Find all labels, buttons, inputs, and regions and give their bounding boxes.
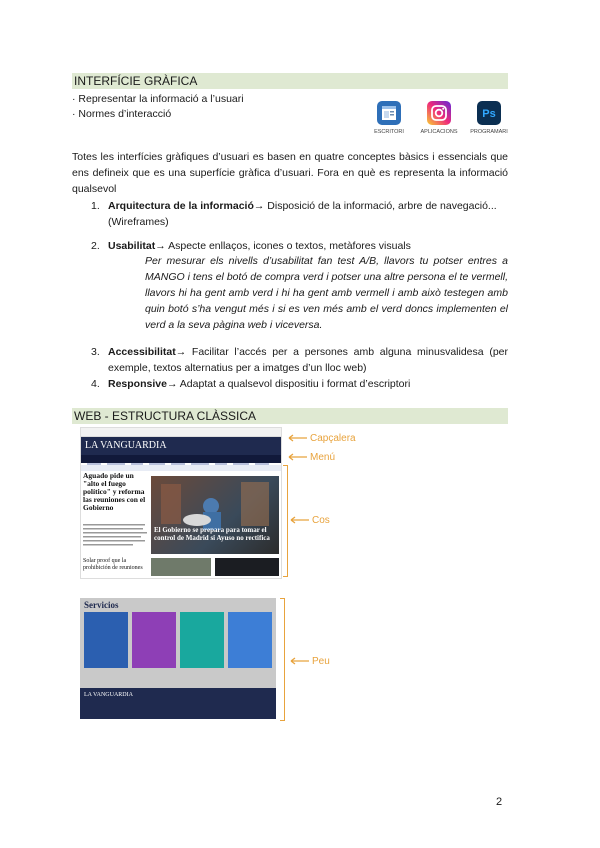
arrow-left-icon: [290, 516, 310, 524]
arrow-left-icon: [288, 453, 308, 461]
usability-quote: Per mesurar els nivells d’usabilitat fan test A/B, llavors tu potser entres a MANGO i tens el botó de compra verd i potser una altre persona el te vermell, llavors hi ha gent amb verd i hi ha gent amb vermell i amb això testegen amb quin botó s’ha vengut més i si es ven més amb el verd doncs implementen el verd a la seva pàgina web i viceversa.: [145, 255, 508, 331]
services-block-4: [228, 612, 272, 668]
instagram-icon: [427, 101, 451, 125]
list-item-responsive: [108, 376, 508, 392]
services-block-2: [132, 612, 176, 668]
services-block-3: [180, 612, 224, 668]
section-title-interface: INTERFÍCIE GRÀFICA: [72, 73, 508, 89]
list-term: Usabilitat: [108, 240, 156, 252]
arrow-left-icon: [290, 657, 310, 665]
app-label-software: PROGRAMARI: [470, 129, 508, 135]
photoshop-icon: [477, 101, 501, 125]
app-label-desktop: ESCRITORI: [374, 129, 404, 135]
list-text: → Facilitar l’accés per a persones amb alguna minusvalidesa (per exemple, textos alternatius per a imatges d’un lloc web): [108, 346, 508, 374]
teaser-photo-2: [215, 558, 279, 576]
list-item-architecture: [108, 198, 508, 230]
footer-bracket: [280, 598, 285, 721]
list-item-accessibility: [108, 344, 508, 376]
website-screenshot: [80, 427, 282, 579]
list-text: → Aspecte enllaços, icones o textos, metàfores visuals: [155, 240, 411, 252]
page-number: 2: [496, 796, 503, 808]
website-footer-screenshot: [80, 598, 276, 719]
document-window-icon: [377, 101, 401, 125]
services-block-1: [84, 612, 128, 668]
svg-text:Ps: Ps: [482, 108, 496, 120]
list-term: Arquitectura de la informació: [108, 200, 254, 212]
list-text: → Adaptat a qualsevol dispositiu i format d’escriptori: [166, 378, 411, 390]
bullet-represent: · Representar la informació a l’usuari: [72, 93, 244, 105]
footer-services-title: Servicios: [84, 600, 119, 610]
headline-photo: El Gobierno se prepara para tomar el control de Madrid si Ayuso no rectifica: [154, 526, 270, 542]
list-item-usability: [108, 238, 508, 254]
teaser-headline: Solar proof que la prohibición de reuniones: [83, 558, 143, 571]
list-number: 4.: [91, 378, 100, 390]
browser-bar: [81, 428, 281, 437]
list-number: 2.: [91, 240, 100, 252]
bullet-norms: · Normes d’interacció: [72, 108, 172, 120]
news-photo: [151, 476, 279, 554]
site-menu-bar: [81, 455, 281, 463]
annotation-header: Capçalera: [310, 433, 356, 444]
intro-paragraph: Totes les interfícies gràfiques d’usuari es basen en quatre conceptes bàsics i essencials que ens defineix que es una superfície gràfica d’usuari. Fora en què es representa la informació qualsevol: [72, 151, 508, 195]
headline-left: Aguado pide un "alto el fuego político" y reforma las reuniones con el Gobierno: [83, 471, 146, 512]
list-text: → Disposició de la informació, arbre de navegació... (Wireframes): [108, 200, 497, 228]
arrow-left-icon: [288, 434, 308, 442]
list-number: 3.: [91, 346, 100, 358]
list-term: Responsive: [108, 378, 167, 390]
list-number: 1.: [91, 200, 100, 212]
annotation-body: Cos: [312, 515, 330, 526]
body-bracket: [283, 465, 288, 577]
section-title-web: WEB - ESTRUCTURA CLÀSSICA: [72, 408, 508, 424]
app-label-apps: APLICACIONS: [420, 129, 458, 135]
teaser-photo-1: [151, 558, 211, 576]
footer-logo: LA VANGUARDIA: [84, 692, 133, 698]
annotation-menu: Menú: [310, 452, 336, 463]
annotation-footer: Peu: [312, 656, 330, 667]
site-logo: LA VANGUARDIA: [81, 437, 281, 455]
list-term: Accessibilitat: [108, 346, 176, 358]
